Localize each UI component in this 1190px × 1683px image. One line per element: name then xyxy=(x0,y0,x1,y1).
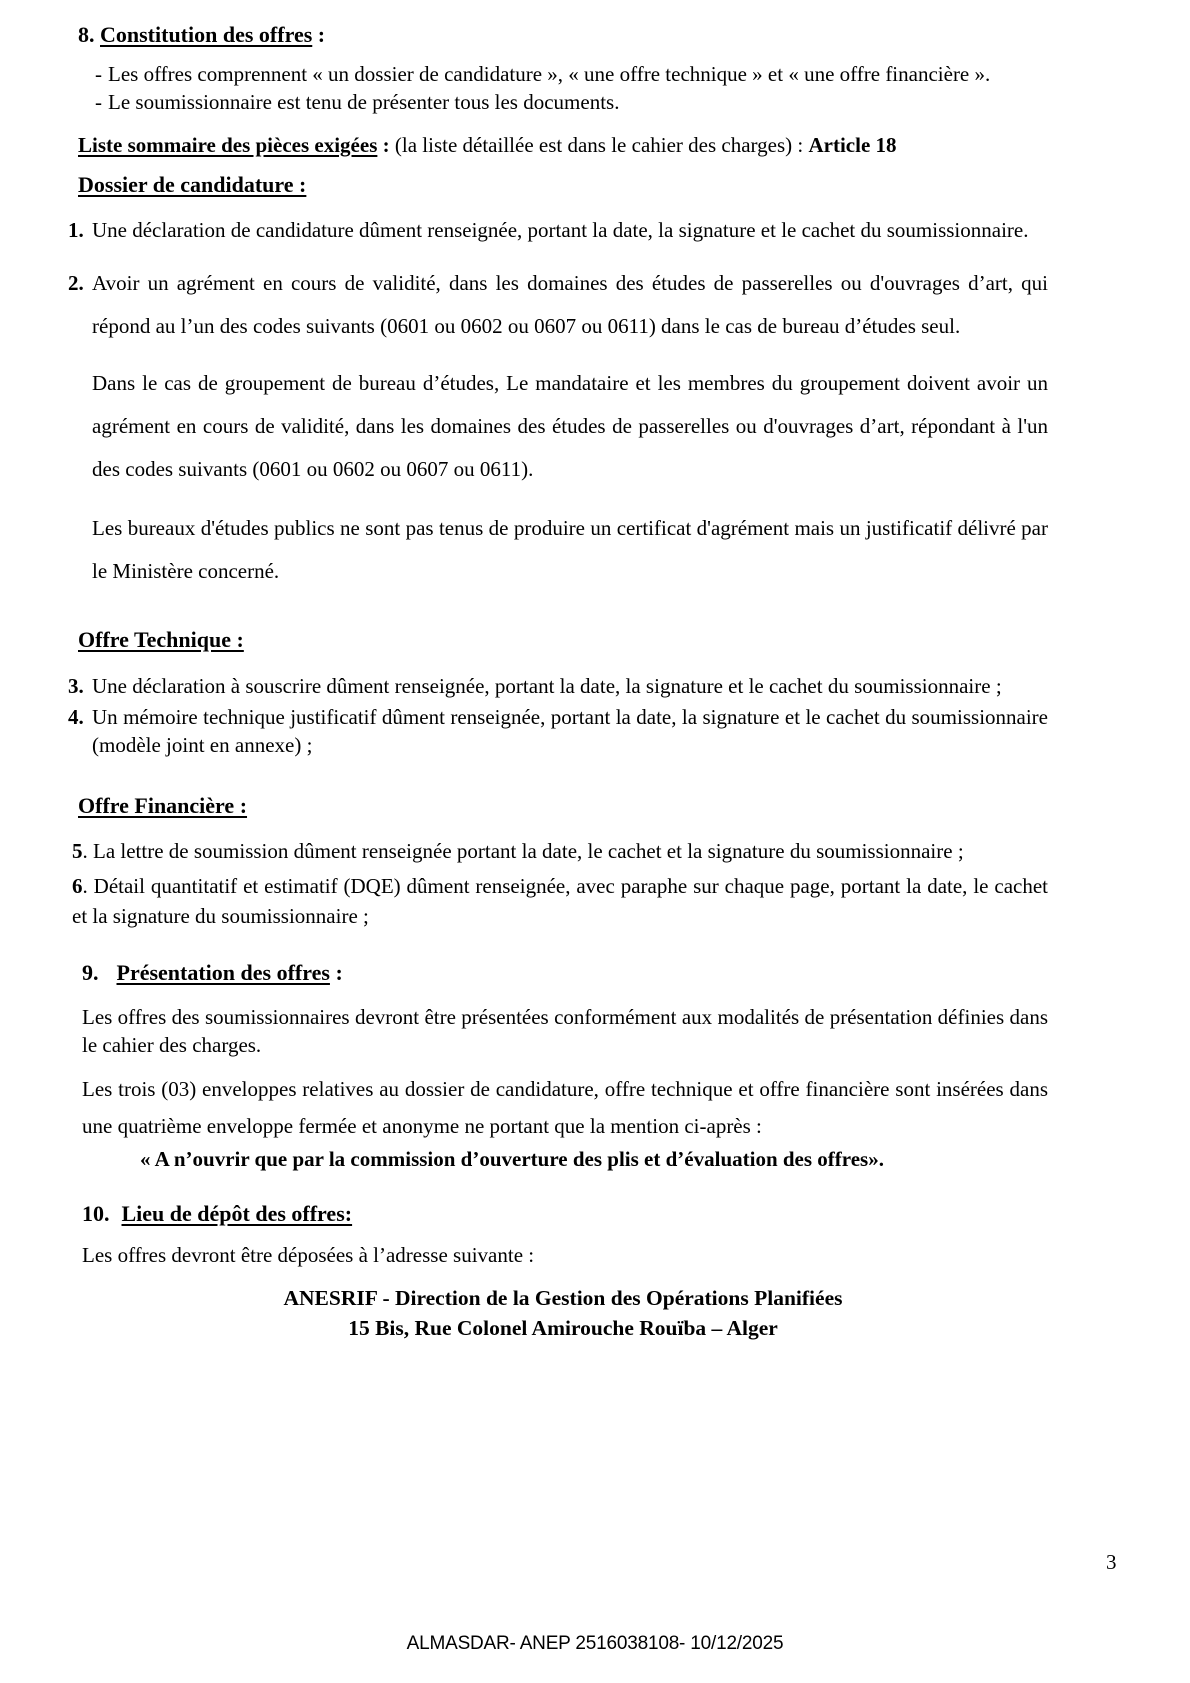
item6-text: Détail quantitatif et estimatif (DQE) dûment renseignée, avec paraphe sur chaque page, portant la date, le cachet et la signature du soumissionnaire ; xyxy=(72,874,1049,928)
dossier-heading xyxy=(78,170,1048,200)
dossier-heading-text: Dossier de candidature : xyxy=(78,172,307,197)
item1-number: 1. xyxy=(68,218,84,242)
item2-paragraph-2: Dans le cas de groupement de bureau d’études, Le mandataire et les membres du groupement doivent avoir un agrément en cours de validité, dans les domaines des études de passerelles ou d'ouvrages d’art, répondant à l'un des codes suivants (0601 ou 0602 ou 0607 ou 0611). xyxy=(92,371,1048,481)
item5-separator: . xyxy=(82,839,93,863)
address-line-1: ANESRIF - Direction de la Gestion des Opérations Planifiées xyxy=(283,1286,843,1310)
section10-title: Lieu de dépôt des offres: xyxy=(121,1201,353,1226)
section9-colon: : xyxy=(329,960,343,985)
list-item-6 xyxy=(72,871,1048,931)
item6-separator: . xyxy=(82,874,94,898)
dash-marker: - xyxy=(95,62,102,86)
item5-number: 5 xyxy=(72,839,83,863)
bullet-item xyxy=(95,60,1048,88)
offre-financiere-heading xyxy=(78,791,1048,821)
item3-number: 3. xyxy=(68,674,84,698)
list-item-3 xyxy=(68,672,1048,700)
list-item-1 xyxy=(68,216,1048,244)
bullet-text: Les offres comprennent « un dossier de candidature », « une offre technique » et « une offre financière ». xyxy=(108,62,991,86)
section9-heading xyxy=(82,958,1048,988)
envelope-mention: « A n’ouvrir que par la commission d’ouverture des plis et d’évaluation des offres». xyxy=(140,1147,884,1171)
bullet-text: Le soumissionnaire est tenu de présenter tous les documents. xyxy=(108,90,620,114)
deposit-address xyxy=(78,1283,1048,1343)
list-item-2 xyxy=(68,262,1048,593)
section8-number: 8. xyxy=(78,22,95,47)
liste-sommaire-article: Article 18 xyxy=(808,133,897,157)
section8-colon: : xyxy=(312,22,326,47)
list-item-4 xyxy=(68,703,1048,759)
item1-text: Une déclaration de candidature dûment renseignée, portant la date, la signature et le cachet du soumissionnaire. xyxy=(92,218,1029,242)
section9-title: Présentation des offres xyxy=(116,960,330,985)
section8-title: Constitution des offres xyxy=(100,22,313,47)
dash-marker: - xyxy=(95,90,102,114)
section9-paragraph-2: Les trois (03) enveloppes relatives au dossier de candidature, offre technique et offre financière sont insérées dans une quatrième enveloppe fermée et anonyme ne portant que la mention ci-après : xyxy=(82,1077,1048,1138)
section9-number: 9. xyxy=(82,960,99,985)
section10-paragraph: Les offres devront être déposées à l’adresse suivante : xyxy=(82,1243,535,1267)
liste-sommaire-colon: : xyxy=(377,133,395,157)
item2-paragraph-3: Les bureaux d'études publics ne sont pas tenus de produire un certificat d'agrément mais un justificatif délivré par le Ministère concerné. xyxy=(92,516,1048,583)
list-item-5 xyxy=(72,836,1048,866)
item5-text: La lettre de soumission dûment renseignée portant la date, le cachet et la signature du soumissionnaire ; xyxy=(93,839,964,863)
offre-technique-heading xyxy=(78,625,1048,655)
address-line-2: 15 Bis, Rue Colonel Amirouche Rouïba – Alger xyxy=(348,1316,778,1340)
offre-financiere-heading-text: Offre Financière : xyxy=(78,793,248,818)
item4-text: Un mémoire technique justificatif dûment renseignée, portant la date, la signature et le cachet du soumissionnaire (modèle joint en annexe) ; xyxy=(92,705,1048,757)
liste-sommaire-text: (la liste détaillée est dans le cahier des charges) : xyxy=(394,133,809,157)
offre-technique-heading-text: Offre Technique : xyxy=(78,627,244,652)
item6-number: 6 xyxy=(72,874,83,898)
item2-paragraph-1: Avoir un agrément en cours de validité, dans les domaines des études de passerelles ou d'ouvrages d’art, qui répond au l’un des codes suivants (0601 ou 0602 ou 0607 ou 0611) dans le cas de bureau d’études seul. xyxy=(92,271,1048,338)
footer-publication-line: ALMASDAR- ANEP 2516038108- 10/12/2025 xyxy=(406,1633,784,1654)
section10-number: 10. xyxy=(82,1201,110,1226)
liste-sommaire-line xyxy=(78,130,1048,160)
section8-heading xyxy=(78,20,1048,50)
item2-number: 2. xyxy=(68,271,84,295)
page-number: 3 xyxy=(1106,1550,1117,1574)
section8-bullets xyxy=(78,60,1048,116)
section10-heading xyxy=(82,1199,1048,1229)
section9-paragraph-1: Les offres des soumissionnaires devront être présentées conformément aux modalités de présentation définies dans le cahier des charges. xyxy=(82,1005,1048,1057)
item4-number: 4. xyxy=(68,705,84,729)
bullet-item xyxy=(95,88,1048,116)
liste-sommaire-label: Liste sommaire des pièces exigées xyxy=(78,133,378,157)
item3-text: Une déclaration à souscrire dûment renseignée, portant la date, la signature et le cachet du soumissionnaire ; xyxy=(92,674,1002,698)
